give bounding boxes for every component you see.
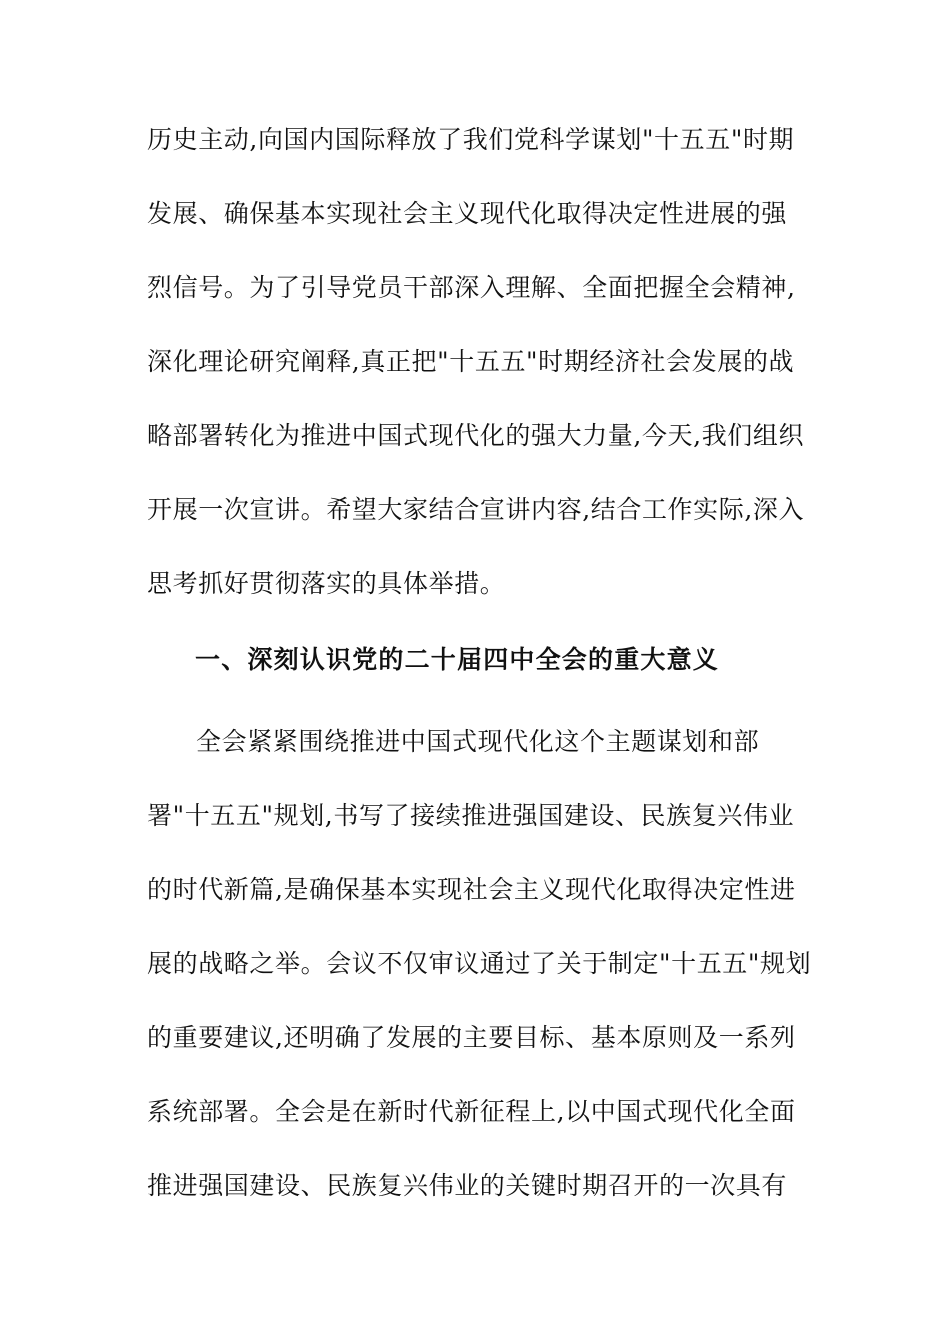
paragraph-line: 全会紧紧围绕推进中国式现代化这个主题谋划和部 <box>196 727 760 756</box>
paragraph-line: 的重要建议,还明确了发展的主要目标、基本原则及一系列 <box>147 1023 796 1052</box>
paragraph-line: 的时代新篇,是确保基本实现社会主义现代化取得决定性进 <box>147 875 796 904</box>
paragraph-line: 开展一次宣讲。希望大家结合宣讲内容,结合工作实际,深入 <box>147 495 805 524</box>
paragraph-line: 略部署转化为推进中国式现代化的强大力量,今天,我们组织 <box>147 421 805 450</box>
paragraph-line: 展的战略之举。会议不仅审议通过了关于制定"十五五"规划 <box>147 949 812 978</box>
paragraph-line: 推进强国建设、民族复兴伟业的关键时期召开的一次具有 <box>147 1171 788 1200</box>
paragraph-line: 署"十五五"规划,书写了接续推进强国建设、民族复兴伟业 <box>147 801 795 830</box>
paragraph-line: 系统部署。全会是在新时代新征程上,以中国式现代化全面 <box>147 1097 796 1126</box>
paragraph-line: 烈信号。为了引导党员干部深入理解、全面把握全会精神, <box>147 273 796 302</box>
paragraph-line: 历史主动,向国内国际释放了我们党科学谋划"十五五"时期 <box>147 125 795 154</box>
paragraph-line: 思考抓好贯彻落实的具体举措。 <box>147 569 506 598</box>
paragraph-line: 深化理论研究阐释,真正把"十五五"时期经济社会发展的战 <box>147 347 795 376</box>
paragraph-line: 发展、确保基本实现社会主义现代化取得决定性进展的强 <box>147 199 788 228</box>
section-heading: 一、深刻认识党的二十届四中全会的重大意义 <box>195 645 720 674</box>
